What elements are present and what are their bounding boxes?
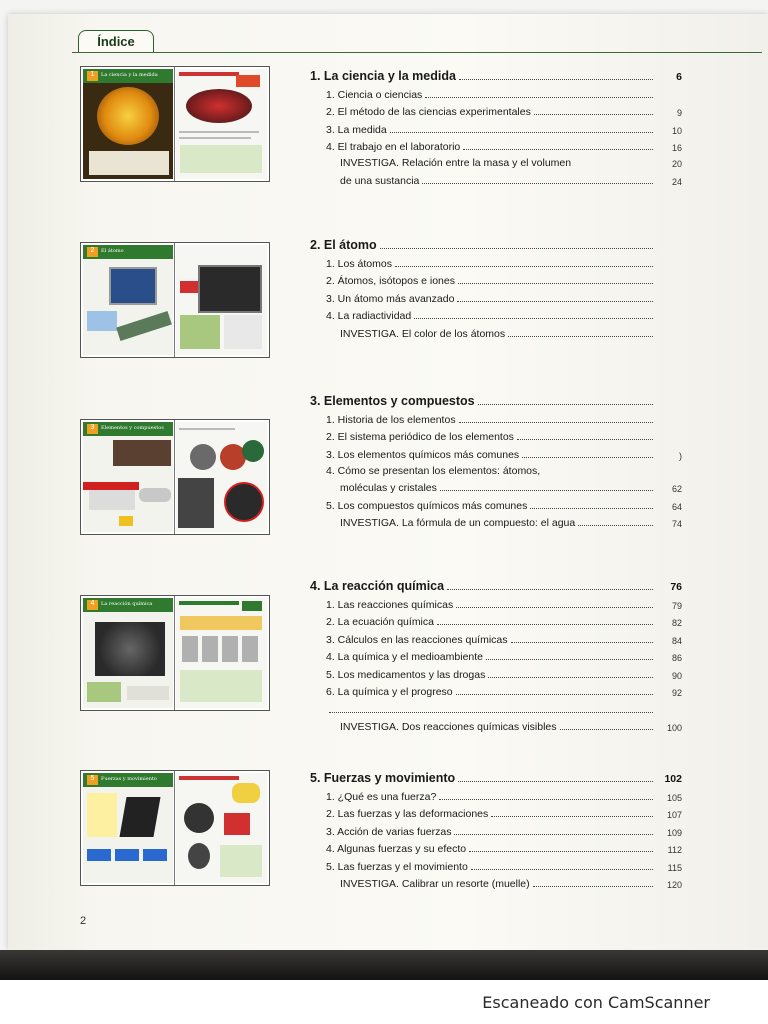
entry-label: INVESTIGA. Calibrar un resorte (muelle) bbox=[340, 878, 530, 890]
page-number: 9 bbox=[676, 108, 682, 118]
thumbnail-station-roof bbox=[83, 482, 139, 490]
thumbnail-left-page bbox=[83, 69, 173, 179]
investiga-entry-continued[interactable] bbox=[310, 169, 682, 187]
chapter-5-toc bbox=[310, 765, 682, 890]
thumbnail-weight-image bbox=[188, 843, 210, 869]
thumbnail-icon-box bbox=[242, 601, 262, 611]
toc-entry[interactable] bbox=[310, 118, 682, 136]
thumbnail-text-line bbox=[179, 137, 251, 139]
dot-leader bbox=[491, 816, 653, 817]
dot-leader bbox=[486, 659, 653, 660]
page-number: 90 bbox=[671, 670, 682, 681]
thumbnail-spine bbox=[174, 596, 175, 710]
thumbnail-red-box bbox=[236, 75, 260, 87]
toc-entry[interactable] bbox=[310, 681, 682, 699]
toc-entry[interactable] bbox=[310, 611, 682, 629]
investiga-entry[interactable] bbox=[310, 322, 682, 340]
dot-leader bbox=[522, 457, 653, 458]
dot-leader bbox=[511, 642, 653, 643]
page-number: 10 bbox=[671, 125, 682, 136]
entry-label: 3. Cálculos en las reacciones químicas bbox=[326, 633, 508, 646]
thumbnail-number-box bbox=[87, 600, 98, 610]
thumbnail-blue-box bbox=[115, 849, 139, 861]
thumbnail-banana-image bbox=[232, 783, 260, 803]
toc-entry[interactable] bbox=[310, 494, 682, 512]
thumbnail-spine bbox=[174, 771, 175, 885]
page-number: 84 bbox=[671, 635, 682, 646]
thumbnail-left-page bbox=[83, 773, 173, 883]
thumbnail-yellow-strip bbox=[180, 616, 262, 630]
dot-leader bbox=[530, 508, 653, 509]
dot-leader bbox=[456, 607, 653, 608]
thumbnail-weight-image bbox=[184, 803, 214, 833]
thumbnail-monitor-image bbox=[109, 267, 157, 305]
thumbnail-text-line bbox=[179, 131, 259, 133]
investiga-entry[interactable] bbox=[310, 512, 682, 530]
entry-label: 4. Algunas fuerzas y su efecto bbox=[326, 843, 467, 855]
toc-entry[interactable] bbox=[310, 252, 682, 270]
entry-label: 6. La química y el progreso bbox=[326, 686, 453, 698]
thumbnail-right-heading bbox=[179, 776, 239, 780]
index-tab bbox=[78, 30, 154, 53]
entry-label: 4. El trabajo en el laboratorio bbox=[326, 141, 461, 153]
chapter-3-thumbnail bbox=[80, 419, 270, 535]
entry-label: 2. Las fuerzas y las deformaciones bbox=[326, 808, 489, 820]
thumbnail-clock-image bbox=[97, 87, 159, 145]
page-number: 62 bbox=[671, 484, 682, 494]
thumbnail-device-image bbox=[186, 89, 252, 123]
entry-label: 4. La radiactividad bbox=[326, 310, 412, 322]
chapter-2-thumbnail bbox=[80, 242, 270, 358]
toc-entry[interactable] bbox=[310, 663, 682, 681]
page-number: 92 bbox=[671, 688, 682, 698]
toc-entry[interactable] bbox=[310, 101, 682, 119]
thumbnail-yellow-box bbox=[87, 793, 117, 837]
thumbnail-green-circle bbox=[242, 440, 264, 462]
dot-leader bbox=[439, 799, 653, 800]
entry-label: INVESTIGA. Dos reacciones químicas visibles bbox=[340, 721, 557, 733]
thumbnail-title: Fuerzas y movimiento bbox=[101, 776, 157, 782]
toc-entry[interactable] bbox=[310, 287, 682, 305]
entry-label: 3. Acción de varias fuerzas bbox=[326, 825, 452, 838]
thumbnail-spine bbox=[174, 243, 175, 357]
entry-label: moléculas y cristales bbox=[340, 482, 437, 494]
toc-entry[interactable] bbox=[310, 426, 682, 444]
thumbnail-number-box bbox=[87, 775, 98, 785]
dot-leader bbox=[578, 525, 653, 526]
dot-leader bbox=[459, 422, 653, 423]
page-number: 74 bbox=[671, 519, 682, 529]
thumbnail-right-heading bbox=[179, 72, 239, 76]
thumbnail-text-box bbox=[127, 686, 169, 700]
scanner-watermark: Escaneado con CamScanner bbox=[482, 993, 710, 1012]
toc-entry[interactable] bbox=[310, 646, 682, 664]
page-number: 109 bbox=[666, 827, 682, 838]
thumbnail-number-box bbox=[87, 424, 98, 434]
page-number: 82 bbox=[671, 618, 682, 628]
entry-label: 1. Ciencia o ciencias bbox=[326, 88, 423, 101]
thumbnail-rock-image bbox=[190, 444, 216, 470]
dot-leader bbox=[454, 834, 653, 835]
dot-leader bbox=[459, 79, 653, 80]
page-number: 105 bbox=[666, 792, 682, 803]
chapter-4-thumbnail bbox=[80, 595, 270, 711]
dot-leader bbox=[395, 266, 653, 267]
thumbnail-scale-image bbox=[119, 797, 160, 837]
entry-label: de una sustancia bbox=[340, 174, 420, 187]
thumbnail-engine-image bbox=[95, 622, 165, 676]
header-rule bbox=[72, 52, 762, 53]
toc-entry[interactable] bbox=[310, 305, 682, 323]
chapter-title: 5. Fuerzas y movimiento bbox=[310, 771, 456, 785]
thumbnail-number: 2 bbox=[90, 247, 95, 254]
dot-leader bbox=[329, 712, 653, 713]
investiga-entry[interactable] bbox=[310, 716, 682, 734]
entry-label: 5. Los medicamentos y las drogas bbox=[326, 668, 486, 681]
page-number: 79 bbox=[671, 600, 682, 611]
page-number: 107 bbox=[666, 810, 682, 820]
thumbnail-red-box bbox=[224, 813, 250, 835]
dot-leader bbox=[508, 336, 653, 337]
thumbnail-title: La ciencia y la medida bbox=[101, 72, 158, 78]
dot-leader bbox=[478, 404, 653, 405]
dot-leader bbox=[425, 97, 653, 98]
page-number: 102 bbox=[664, 773, 682, 785]
thumbnail-right-page bbox=[176, 245, 267, 355]
thumbnail-blue-box bbox=[87, 849, 111, 861]
chapter-5-thumbnail bbox=[80, 770, 270, 886]
dot-leader bbox=[533, 886, 653, 887]
scan-shadow-band bbox=[0, 950, 768, 980]
dot-leader bbox=[534, 114, 653, 115]
dot-leader bbox=[414, 318, 653, 319]
dot-leader bbox=[488, 677, 653, 678]
thumbnail-green-box bbox=[180, 670, 262, 702]
toc-entry[interactable] bbox=[310, 270, 682, 288]
thumbnail-instruments-strip bbox=[89, 151, 169, 175]
thumbnail-apparatus-image bbox=[198, 265, 262, 313]
chapter-heading[interactable] bbox=[310, 232, 682, 252]
thumbnail-number: 1 bbox=[90, 71, 95, 78]
entry-label: 4. La química y el medioambiente bbox=[326, 651, 484, 663]
dot-leader bbox=[458, 781, 653, 782]
thumbnail-left-page bbox=[83, 245, 173, 355]
thumbnail-piston-image bbox=[222, 636, 238, 662]
entry-label: 1. ¿Qué es una fuerza? bbox=[326, 790, 437, 803]
chapter-heading[interactable] bbox=[310, 573, 682, 593]
chapter-1-thumbnail bbox=[80, 66, 270, 182]
entry-label: 3. Un átomo más avanzado bbox=[326, 292, 455, 305]
page-number: ) bbox=[679, 450, 682, 461]
entry-label: 5. Las fuerzas y el movimiento bbox=[326, 860, 468, 873]
investiga-entry[interactable] bbox=[310, 153, 682, 169]
thumbnail-number-box bbox=[87, 71, 98, 81]
thumbnail-number: 3 bbox=[90, 424, 95, 431]
thumbnail-green-box bbox=[87, 682, 121, 702]
toc-entry[interactable] bbox=[310, 838, 682, 856]
dot-leader bbox=[458, 283, 653, 284]
toc-entry[interactable] bbox=[310, 820, 682, 838]
entry-label: 2. Átomos, isótopos e iones bbox=[326, 275, 455, 287]
entry-label: INVESTIGA. Relación entre la masa y el volumen bbox=[340, 157, 572, 169]
thumbnail-green-box bbox=[220, 845, 262, 877]
chapter-2-toc bbox=[310, 232, 682, 340]
entry-label: 3. La medida bbox=[326, 123, 387, 136]
dot-leader bbox=[422, 183, 653, 184]
toc-entry[interactable] bbox=[310, 83, 682, 101]
toc-entry[interactable] bbox=[310, 855, 682, 873]
entry-label: 1. Las reacciones químicas bbox=[326, 598, 454, 611]
chapter-3-toc bbox=[310, 388, 682, 529]
thumbnail-right-heading bbox=[179, 601, 239, 605]
page-number: 16 bbox=[671, 143, 682, 153]
entry-label: 2. La ecuación química bbox=[326, 616, 434, 628]
thumbnail-title: Elementos y compuestos bbox=[101, 425, 164, 431]
thumbnail-blue-box bbox=[87, 311, 117, 331]
entry-label: 4. Cómo se presentan los elementos: átomos, bbox=[326, 464, 541, 477]
toc-entry[interactable] bbox=[310, 785, 682, 803]
dot-leader bbox=[469, 851, 653, 852]
thumbnail-number-box bbox=[87, 247, 98, 257]
thumbnail-blue-box bbox=[143, 849, 167, 861]
chapter-heading[interactable] bbox=[310, 63, 682, 83]
thumbnail-station-image bbox=[89, 490, 135, 510]
chapter-4-toc bbox=[310, 573, 682, 733]
thumbnail-piston-image bbox=[202, 636, 218, 662]
thumbnail-spine bbox=[174, 420, 175, 534]
page-number: 20 bbox=[671, 159, 682, 169]
entry-label: 1. Historia de los elementos bbox=[326, 413, 456, 426]
toc-entry[interactable] bbox=[310, 628, 682, 646]
thumbnail-title: La reacción química bbox=[101, 601, 153, 607]
entry-label: 5. Los compuestos químicos más comunes bbox=[326, 499, 528, 512]
toc-entry[interactable] bbox=[310, 136, 682, 154]
toc-entry[interactable] bbox=[310, 461, 682, 477]
thumbnail-landscape-image bbox=[113, 440, 171, 466]
thumbnail-right-page bbox=[176, 69, 267, 179]
thumbnail-red-label bbox=[180, 281, 198, 293]
dot-leader bbox=[463, 149, 653, 150]
chapter-heading[interactable] bbox=[310, 388, 682, 408]
chapter-title: 3. Elementos y compuestos bbox=[310, 394, 475, 408]
thumbnail-left-page bbox=[83, 422, 173, 532]
thumbnail-piston-image bbox=[242, 636, 258, 662]
page-number: 24 bbox=[671, 176, 682, 187]
toc-entry[interactable] bbox=[310, 698, 682, 716]
dot-leader bbox=[390, 132, 653, 133]
thumbnail-number: 4 bbox=[90, 600, 95, 607]
dot-leader bbox=[457, 301, 653, 302]
page-number: 100 bbox=[666, 723, 682, 733]
thumbnail-text-line bbox=[179, 428, 235, 430]
chapter-heading[interactable] bbox=[310, 765, 682, 785]
page-number: 120 bbox=[666, 880, 682, 890]
entry-label: 2. El método de las ciencias experimentales bbox=[326, 106, 531, 118]
thumbnail-right-page bbox=[176, 422, 267, 532]
page-number-footer: 2 bbox=[80, 915, 87, 927]
chapter-title: 1. La ciencia y la medida bbox=[310, 69, 456, 83]
investiga-entry[interactable] bbox=[310, 873, 682, 891]
entry-label: INVESTIGA. El color de los átomos bbox=[340, 327, 506, 340]
toc-entry[interactable] bbox=[310, 443, 682, 461]
thumbnail-car-image bbox=[119, 516, 133, 526]
dot-leader bbox=[447, 589, 653, 590]
thumbnail-title: El átomo bbox=[101, 248, 124, 254]
dot-leader bbox=[380, 248, 653, 249]
thumbnail-green-box bbox=[180, 145, 262, 173]
entry-label: 1. Los átomos bbox=[326, 257, 392, 270]
thumbnail-zoom-image bbox=[224, 482, 264, 522]
thumbnail-text-box bbox=[224, 315, 262, 349]
page-number: 64 bbox=[671, 501, 682, 512]
entry-label: INVESTIGA. La fórmula de un compuesto: el agua bbox=[340, 517, 576, 529]
toc-entry-continued[interactable] bbox=[310, 477, 682, 495]
thumbnail-refinery-image bbox=[178, 478, 214, 528]
thumbnail-number: 5 bbox=[90, 775, 95, 782]
dot-leader bbox=[440, 490, 653, 491]
thumbnail-spine bbox=[174, 67, 175, 181]
chapter-title: 2. El átomo bbox=[310, 238, 377, 252]
index-tab-label: Índice bbox=[97, 34, 135, 49]
dot-leader bbox=[471, 869, 653, 870]
thumbnail-right-page bbox=[176, 773, 267, 883]
dot-leader bbox=[456, 694, 653, 695]
page-number: 86 bbox=[671, 653, 682, 663]
toc-entry[interactable] bbox=[310, 593, 682, 611]
thumbnail-tube-image bbox=[116, 311, 172, 341]
dot-leader bbox=[560, 729, 654, 730]
entry-label: 3. Los elementos químicos más comunes bbox=[326, 448, 520, 461]
dot-leader bbox=[517, 439, 653, 440]
dot-leader bbox=[437, 624, 653, 625]
toc-entry[interactable] bbox=[310, 803, 682, 821]
chapter-title: 4. La reacción química bbox=[310, 579, 445, 593]
thumbnail-left-page bbox=[83, 598, 173, 708]
thumbnail-right-page bbox=[176, 598, 267, 708]
page-number: 115 bbox=[667, 862, 682, 873]
page-number: 112 bbox=[667, 845, 682, 855]
page-number: 6 bbox=[676, 71, 682, 83]
page-number: 76 bbox=[670, 581, 682, 593]
entry-label: 2. El sistema periódico de los elementos bbox=[326, 431, 514, 443]
thumbnail-tanker-image bbox=[139, 488, 171, 502]
thumbnail-green-box bbox=[180, 315, 220, 349]
chapter-1-toc bbox=[310, 63, 682, 187]
toc-entry[interactable] bbox=[310, 408, 682, 426]
thumbnail-piston-image bbox=[182, 636, 198, 662]
